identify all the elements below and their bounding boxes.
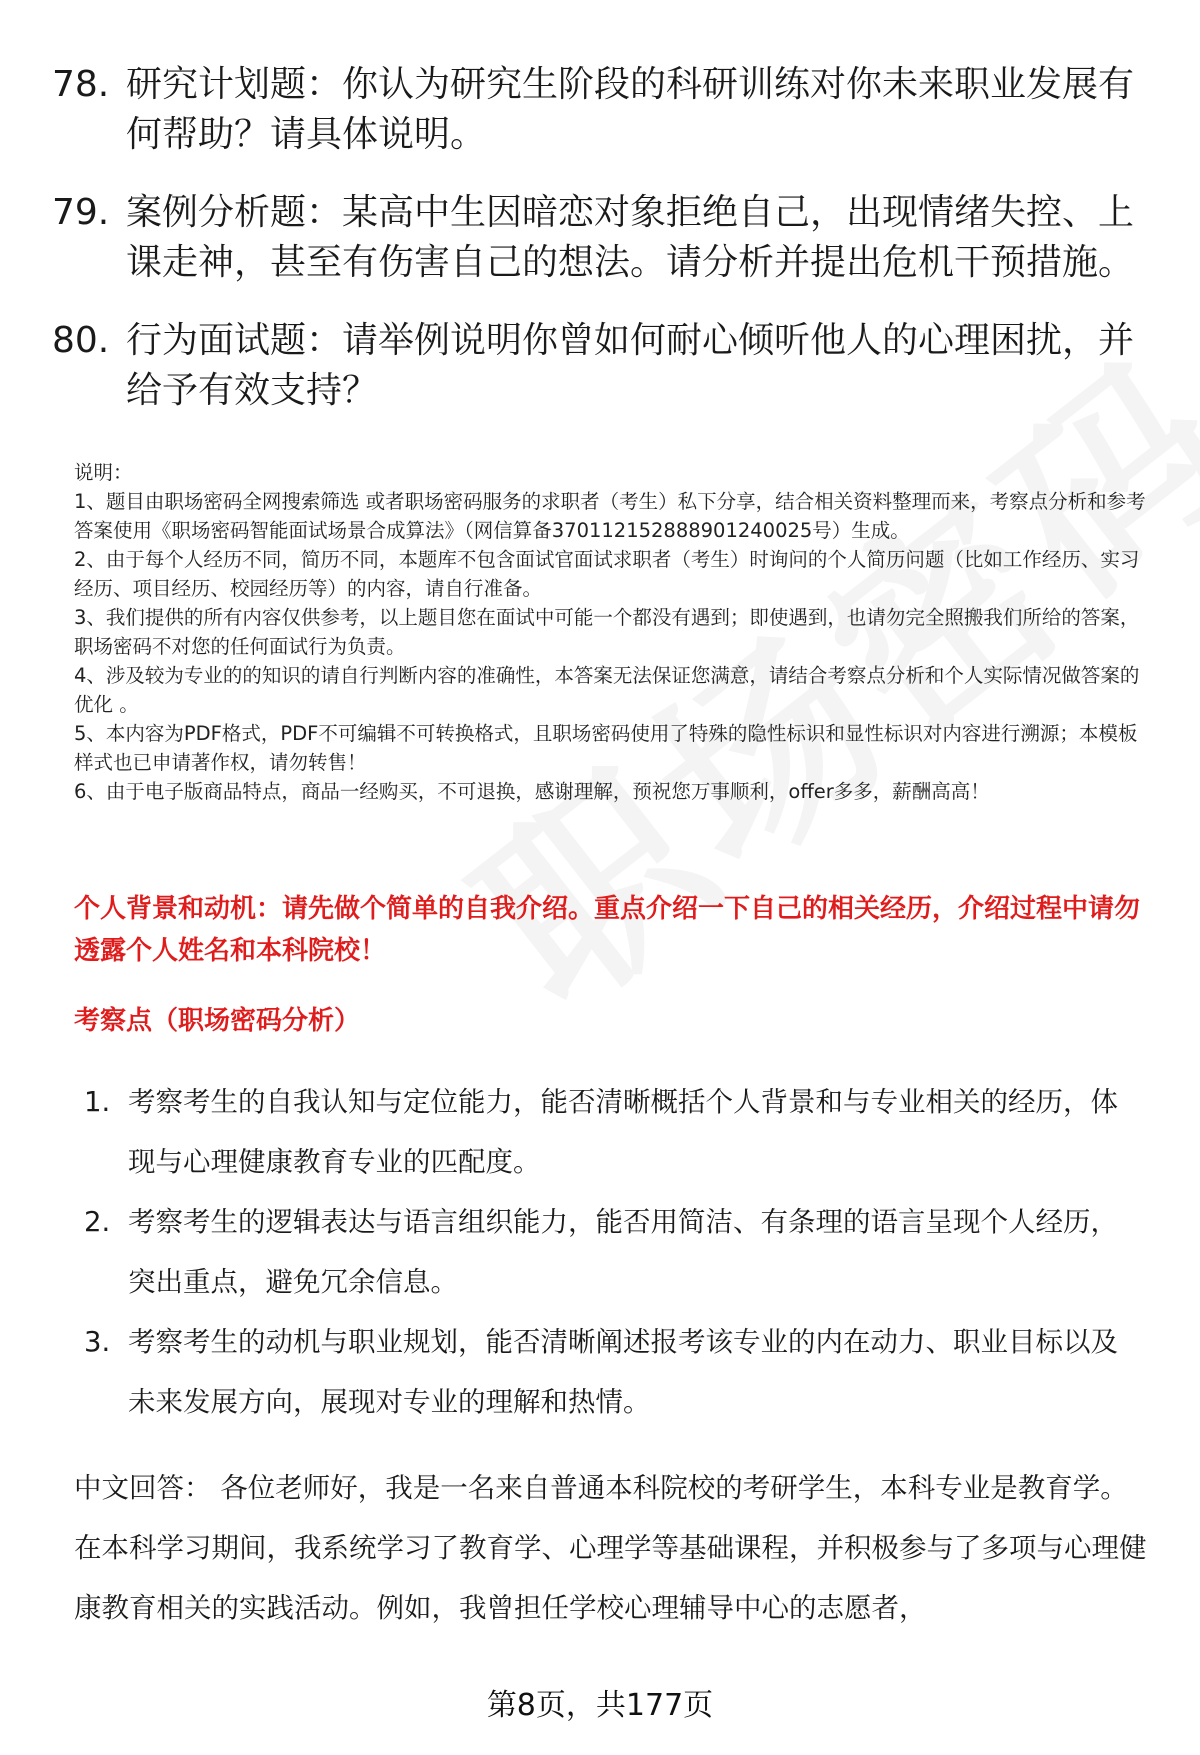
note-item: 1、题目由职场密码全网搜索筛选 或者职场密码服务的求职者（考生）私下分享，结合相关资料整理而来，考察点分析和参考答案使用《职场密码智能面试场景合成算法》（网信算备370112152888901240025号）生成。 bbox=[74, 490, 1146, 542]
note-item: 2、由于每个人经历不同，简历不同，本题库不包含面试官面试求职者（考生）时询问的个人简历问题（比如工作经历、实习经历、项目经历、校园经历等）的内容，请自行准备。 bbox=[74, 548, 1140, 600]
point-item bbox=[84, 1072, 1144, 1192]
question-item bbox=[52, 316, 1152, 416]
page-number: 第8页，共177页 bbox=[486, 1688, 714, 1723]
point-number: 2. bbox=[84, 1206, 111, 1238]
question-text: 研究计划题：你认为研究生阶段的科研训练对你未来职业发展有何帮助？请具体说明。 bbox=[126, 64, 1135, 155]
question-number: 80. bbox=[52, 320, 110, 361]
answer-paragraph: 中文回答： 各位老师好，我是一名来自普通本科院校的考研学生，本科专业是教育学。在本科学习期间，我系统学习了教育学、心理学等基础课程，并积极参与了多项与心理健康教育相关的实践活动。例如，我曾担任学校心理辅导中心的志愿者， bbox=[74, 1472, 1147, 1624]
point-text: 考察考生的逻辑表达与语言组织能力，能否用简洁、有条理的语言呈现个人经历，突出重点，避免冗余信息。 bbox=[128, 1206, 1118, 1298]
highlight-question: 个人背景和动机：请先做个简单的自我介绍。重点介绍一下自己的相关经历，介绍过程中请勿透露个人姓名和本科院校！ bbox=[74, 894, 1141, 966]
point-item bbox=[84, 1192, 1144, 1312]
question-list bbox=[52, 60, 1152, 444]
point-text: 考察考生的动机与职业规划，能否清晰阐述报考该专业的内在动力、职业目标以及未来发展方向，展现对专业的理解和热情。 bbox=[128, 1326, 1118, 1418]
point-number: 1. bbox=[84, 1086, 111, 1118]
point-item bbox=[84, 1312, 1144, 1432]
question-number: 78. bbox=[52, 64, 110, 105]
note-item: 5、本内容为PDF格式，PDF不可编辑不可转换格式，且职场密码使用了特殊的隐性标识和显性标识对内容进行溯源；本模板样式也已申请著作权，请勿转售！ bbox=[74, 722, 1138, 774]
note-item: 6、由于电子版商品特点，商品一经购买，不可退换，感谢理解，预祝您万事顺利，offer多多，薪酬高高！ bbox=[74, 780, 990, 803]
point-number: 3. bbox=[84, 1326, 111, 1358]
notes-title: 说明： bbox=[74, 461, 133, 484]
question-text: 行为面试题：请举例说明你曾如何耐心倾听他人的心理困扰，并给予有效支持？ bbox=[126, 320, 1135, 411]
notes-section bbox=[74, 458, 1154, 806]
section-heading: 考察点（职场密码分析） bbox=[74, 1006, 361, 1036]
point-text: 考察考生的自我认知与定位能力，能否清晰概括个人背景和与专业相关的经历，体现与心理健康教育专业的匹配度。 bbox=[128, 1086, 1118, 1178]
question-number: 79. bbox=[52, 192, 110, 233]
note-item: 4、涉及较为专业的的知识的请自行判断内容的准确性，本答案无法保证您满意，请结合考察点分析和个人实际情况做答案的优化 。 bbox=[74, 664, 1140, 716]
question-item bbox=[52, 60, 1152, 160]
question-item bbox=[52, 188, 1152, 288]
note-item: 3、我们提供的所有内容仅供参考，以上题目您在面试中可能一个都没有遇到；即使遇到，也请勿完全照搬我们所给的答案，职场密码不对您的任何面试行为负责。 bbox=[74, 606, 1140, 658]
assessment-points bbox=[84, 1072, 1144, 1432]
question-text: 案例分析题：某高中生因暗恋对象拒绝自己，出现情绪失控、上课走神，甚至有伤害自己的想法。请分析并提出危机干预措施。 bbox=[126, 192, 1135, 283]
